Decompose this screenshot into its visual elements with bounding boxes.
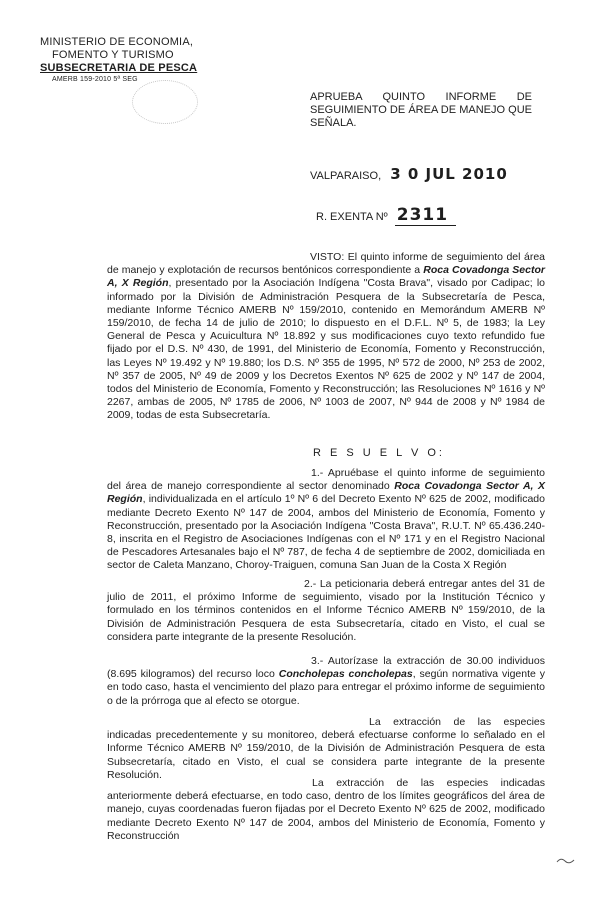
faded-stamp (128, 78, 202, 126)
ministry-line-2: FOMENTO Y TURISMO (52, 49, 174, 61)
resolution-label: R. EXENTA Nº (316, 211, 388, 223)
reference-code: AMERB 159-2010 5ª SEG (52, 76, 138, 83)
resolution-number: 2311 (395, 205, 456, 226)
resolution-number-line (316, 205, 456, 225)
handwritten-mark (556, 856, 576, 866)
date-handwritten: 3 0 JUL 2010 (390, 165, 508, 183)
letterhead (40, 36, 197, 84)
visto-paragraph: VISTO: El quinto informe de seguimiento del área de manejo y explotación de recursos bentónicos correspondiente a Roca Covadonga Sector A, X Región, presentado por la Asociación Indígena "Costa Brava", visado por Cadipac; lo informado por la División de Administración Pesquera de la Subsecretaría de Pesca, mediante Informe Técnico AMERB Nº 159/2010, contenido en Memorándum AMERB Nº 159/2010, de fecha 14 de julio de 2010; lo dispuesto en el D.F.L. Nº 5, de 1983; la Ley General de Pesca y Acuicultura Nº 18.892 y sus modificaciones cuyo texto refundido fue fijado por el D.S. Nº 430, de 1991, del Ministerio de Economía, Fomento y Reconstrucción, las Leyes Nº 19.492 y Nº 19.880; los D.S. Nº 355 de 1995, Nº 572 de 2000, Nº 253 de 2002, Nº 357 de 2005, Nº 49 de 2009 y los Decretos Exentos Nº 625 de 2002 y Nº 147 de 2004, todos del Ministerio de Economía, Fomento y Reconstrucción; las Resoluciones Nº 1616 y Nº 2267, ambas de 2005, Nº 1785 de 2006, Nº 1003 de 2007, Nº 944 de 2008 y Nº 1984 de 2009, todas de esta Subsecretaría. (107, 251, 545, 422)
date-place: VALPARAISO, (310, 170, 382, 182)
stamp-ring (132, 80, 198, 124)
ministry-line-1: MINISTERIO DE ECONOMIA, (40, 36, 194, 48)
date-line (310, 165, 508, 183)
subject-line: APRUEBA QUINTO INFORME DE SEGUIMIENTO DE ÁREA DE MANEJO QUE SEÑALA. (310, 91, 532, 129)
article-2: 2.- La peticionaria deberá entregar antes del 31 de julio de 2011, el próximo Informe de seguimiento, visado por la Institución Técnico y formulado en los términos contenidos en el Informe Técnico AMERB Nº 159/2010, de la División de Administración Pesquera de esta Subsecretaría, citado en Visto, el cual se considera parte integrante de la presente Resolución. (107, 578, 545, 643)
paragraph-5: La extracción de las especies indicadas anteriormente deberá efectuarse, en todo caso, dentro de los límites geográficos del área de manejo, cuyas coordenadas fueron fijadas por el Decreto Exento Nº 625 de 2002, modificado mediante Decreto Exento Nº 147 de 2004, ambos del Ministerio de Economía, Fomento y Reconstrucción (107, 777, 545, 842)
visto-place: Roca Covadonga Sector A, X Región (107, 264, 545, 290)
article-1-place: Roca Covadonga Sector A, X Región (107, 480, 546, 506)
visto-lead: VISTO: (310, 251, 345, 263)
species-name: Concholepas concholepas (278, 668, 413, 681)
paragraph-4: La extracción de las especies indicadas precedentemente y su monitoreo, deberá efectuarse conforme lo señalado en el Informe Técnico AMERB Nº 159/2010, de la División de Administración Pesquera de esta Subsecretaría, citado en Visto, el cual se considera parte integrante de la presente Resolución. (107, 716, 545, 781)
resuelvo-heading: R E S U E L V O: (313, 447, 445, 459)
subsecretaria-line: SUBSECRETARIA DE PESCA (40, 62, 198, 74)
article-1: 1.- Apruébase el quinto informe de seguimiento del área de manejo correspondiente al sector denominado Roca Covadonga Sector A, X Región, individualizada en el artículo 1º Nº 6 del Decreto Exento Nº 625 de 2002, modificado mediante Decreto Exento Nº 147 de 2004, ambos del Ministerio de Economía, Fomento y Reconstrucción, presentado por la Asociación Indígena "Costa Brava", R.U.T. Nº 65.436.240-8, inscrita en el Registro de Asociaciones Indígenas con el Nº 171 y en el Registro Nacional de Pescadores Artesanales bajo el Nº 787, de fecha 4 de septiembre de 2002, domiciliada en sector de Caleta Manzano, Choroy-Traiguen, comuna San Juan de la Costa X Región (107, 467, 546, 572)
article-3: 3.- Autorízase la extracción de 30.00 individuos (8.695 kilogramos) del recurso loco Concholepas concholepas, según normativa vigente y en todo caso, hasta el vencimiento del plazo para entregar el próximo informe de seguimiento o de la prórroga que al efecto se otorgue. (107, 655, 545, 707)
